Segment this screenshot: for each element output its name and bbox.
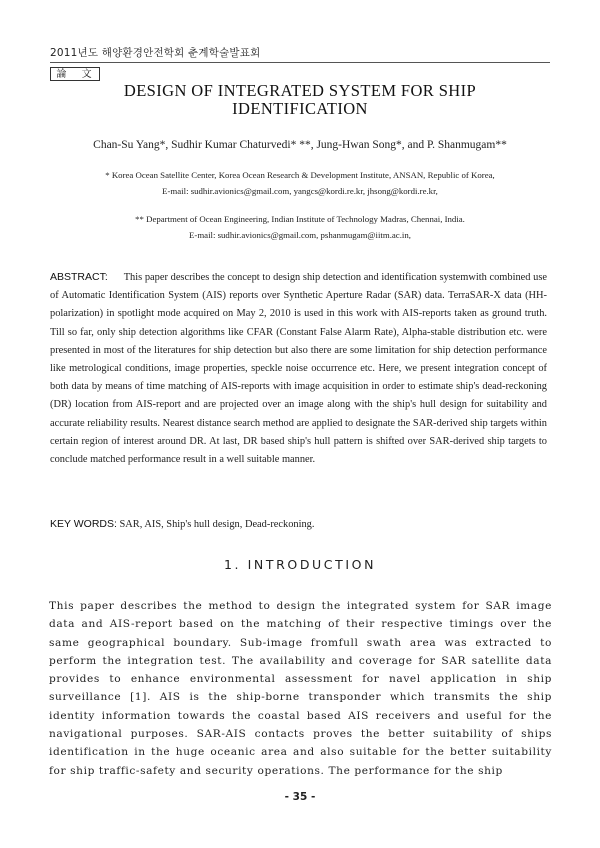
abstract-label: ABSTRACT: <box>50 271 108 283</box>
conference-header: 2011년도 해양환경안전학회 춘계학술발표회 <box>50 47 261 59</box>
keywords-label: KEY WORDS: <box>50 518 117 530</box>
title-line-1: DESIGN OF INTEGRATED SYSTEM FOR SHIP <box>123 81 477 100</box>
abstract-text: This paper describes the concept to design ship detection and identification systemwith combined use of Automatic Identification System (AIS) reports over Synthetic Aperture Radar (SAR) data. TerraSAR-X data (HH-polarization) in spotlight mode acquired on May 2, 2010 is used in this work with AIS-reports taken as ground truth. Till so far, only ship detection algorithms like CFAR (Constant False Alarm Rate), Alpha-stable distribution etc. were presented in most of the literatures for ship detection but also there are some limitation for ship detection performance like metrological conditions, image properties, speckle noise occurrence etc. Here, we present integration concept of both data by means of time matching of AIS-reports with image acquisition in order to estimate ship's dead-reckoning (DR) location from AIS-report and are projected over an image along with the ship's hull design for suitability and accurate reliability results. Nearest distance search method are applied to designate the SAR-derived ship targets within certain region of interest around DR. At last, DR based ship's hull pattern is shifted over SAR-derived ship targets to conclude matched performance result in a well suitable manner. <box>50 272 548 466</box>
keywords <box>50 516 547 533</box>
abstract <box>50 268 547 469</box>
author-list: Chan-Su Yang*, Sudhir Kumar Chaturvedi* **, Jung-Hwan Song*, and P. Shanmugam** <box>93 139 507 151</box>
introduction-text: This paper describes the method to design the integrated system for SAR image data and AIS-report based on the matching of their respective timings over the same geographical boundary. Sub-image fromfull swath area was extracted to perform the integration test. The availability and coverage for SAR satellite data provides to enhance environmental assessment for navel application in ship surveillance [1]. AIS is the ship-borne transponder which transmits the ship identity information towards the coastal based AIS receivers and useful for the navigational purposes. SAR-AIS contacts proves the better suitability of ships identification in the huge oceanic area and also suitable for the better suitability for ship traffic-safety and security operations. The performance for the ship <box>49 600 552 777</box>
affiliation-1-emails: E-mail: sudhir.avionics@gmail.com, yangcs@kordi.re.kr, jhsong@kordi.re.kr, <box>162 186 438 196</box>
title-line-2: IDENTIFICATION <box>232 99 368 118</box>
affiliation-1-institution: * Korea Ocean Satellite Center, Korea Ocean Research & Development Institute, ANSAN, Republic of Korea, <box>105 170 495 180</box>
keywords-text: SAR, AIS, Ship's hull design, Dead-reckoning. <box>119 519 315 530</box>
affiliation-1 <box>40 167 560 199</box>
section-heading-introduction: 1. INTRODUCTION <box>223 557 377 572</box>
header-divider <box>50 62 550 63</box>
affiliation-2 <box>40 211 560 243</box>
category-label: 論 文 <box>50 67 100 81</box>
page-number: - 35 - <box>284 791 316 803</box>
affiliation-2-emails: E-mail: sudhir.avionics@gmail.com, pshanmugam@iitm.ac.in, <box>189 230 411 240</box>
affiliation-2-institution: ** Department of Ocean Engineering, Indian Institute of Technology Madras, Chennai, India. <box>135 214 465 224</box>
paper-title <box>60 82 540 118</box>
